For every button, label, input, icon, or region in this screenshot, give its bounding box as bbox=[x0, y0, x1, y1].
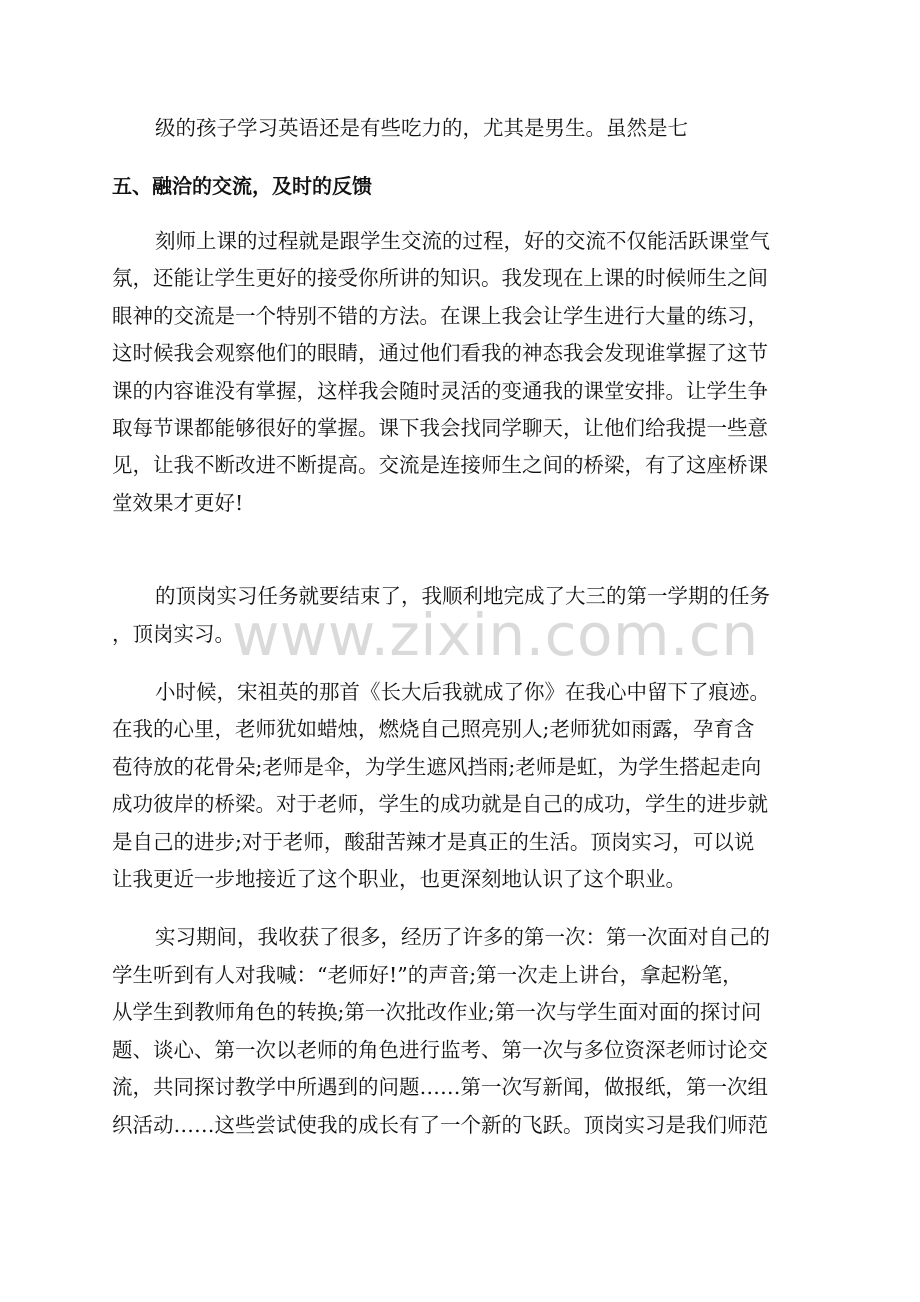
paragraph-line: ，顶岗实习。 bbox=[112, 622, 235, 646]
paragraph-line: 的顶岗实习任务就要结束了，我顺利地完成了大三的第一学期的任务 bbox=[155, 584, 770, 608]
paragraph-line: 在我的心里，老师犹如蜡烛，燃烧自己照亮别人;老师犹如雨露，孕育含 bbox=[112, 717, 755, 741]
section-heading: 五、融洽的交流，及时的反馈 bbox=[112, 174, 372, 198]
paragraph-line: 题、谈心、第一次以老师的角色进行监考、第一次与多位资深老师讨论交 bbox=[112, 1038, 768, 1062]
paragraph-line: 眼神的交流是一个特别不错的方法。在课上我会让学生进行大量的练习， bbox=[112, 304, 768, 328]
watermark: www.zixin.com.cn bbox=[232, 601, 759, 669]
paragraph-line: 取每节课都能够很好的掌握。课下我会找同学聊天，让他们给我提一些意 bbox=[112, 416, 768, 440]
paragraph-line: 这时候我会观察他们的眼睛，通过他们看我的神态我会发现谁掌握了这节 bbox=[112, 341, 768, 365]
paragraph-line: 是自己的进步;对于老师，酸甜苦辣才是真正的生活。顶岗实习，可以说 bbox=[112, 830, 755, 854]
paragraph-line: 堂效果才更好! bbox=[112, 491, 244, 515]
paragraph-line: 让我更近一步地接近了这个职业，也更深刻地认识了这个职业。 bbox=[112, 867, 686, 891]
paragraph-line: 氛，还能让学生更好的接受你所讲的知识。我发现在上课的时候师生之间 bbox=[112, 266, 768, 290]
paragraph-line: 成功彼岸的桥梁。对于老师，学生的成功就是自己的成功，学生的进步就 bbox=[112, 792, 768, 816]
paragraph-line: 见，让我不断改进不断提高。交流是连接师生之间的桥梁，有了这座桥课 bbox=[112, 453, 768, 477]
paragraph-line: 小时候，宋祖英的那首《长大后我就成了你》在我心中留下了痕迹。 bbox=[155, 680, 770, 704]
paragraph-line: 级的孩子学习英语还是有些吃力的，尤其是男生。虽然是七 bbox=[155, 116, 688, 140]
paragraph-line: 苞待放的花骨朵;老师是伞，为学生遮风挡雨;老师是虹，为学生搭起走向 bbox=[112, 755, 762, 779]
paragraph-line: 学生听到有人对我喊：“老师好!”的声音;第一次走上讲台，拿起粉笔， bbox=[112, 963, 743, 987]
paragraph-line: 课的内容谁没有掌握，这样我会随时灵活的变通我的课堂安排。让学生争 bbox=[112, 379, 768, 403]
paragraph-line: 从学生到教师角色的转换;第一次批改作业;第一次与学生面对面的探讨问 bbox=[112, 1000, 762, 1024]
paragraph-line: 刻师上课的过程就是跟学生交流的过程，好的交流不仅能活跃课堂气 bbox=[155, 229, 770, 253]
paragraph-line: 实习期间，我收获了很多，经历了许多的第一次：第一次面对自己的 bbox=[155, 925, 770, 949]
paragraph-line: 织活动……这些尝试使我的成长有了一个新的飞跃。顶岗实习是我们师范 bbox=[112, 1113, 768, 1137]
paragraph-line: 流，共同探讨教学中所遇到的问题……第一次写新闻，做报纸，第一次组 bbox=[112, 1075, 768, 1099]
